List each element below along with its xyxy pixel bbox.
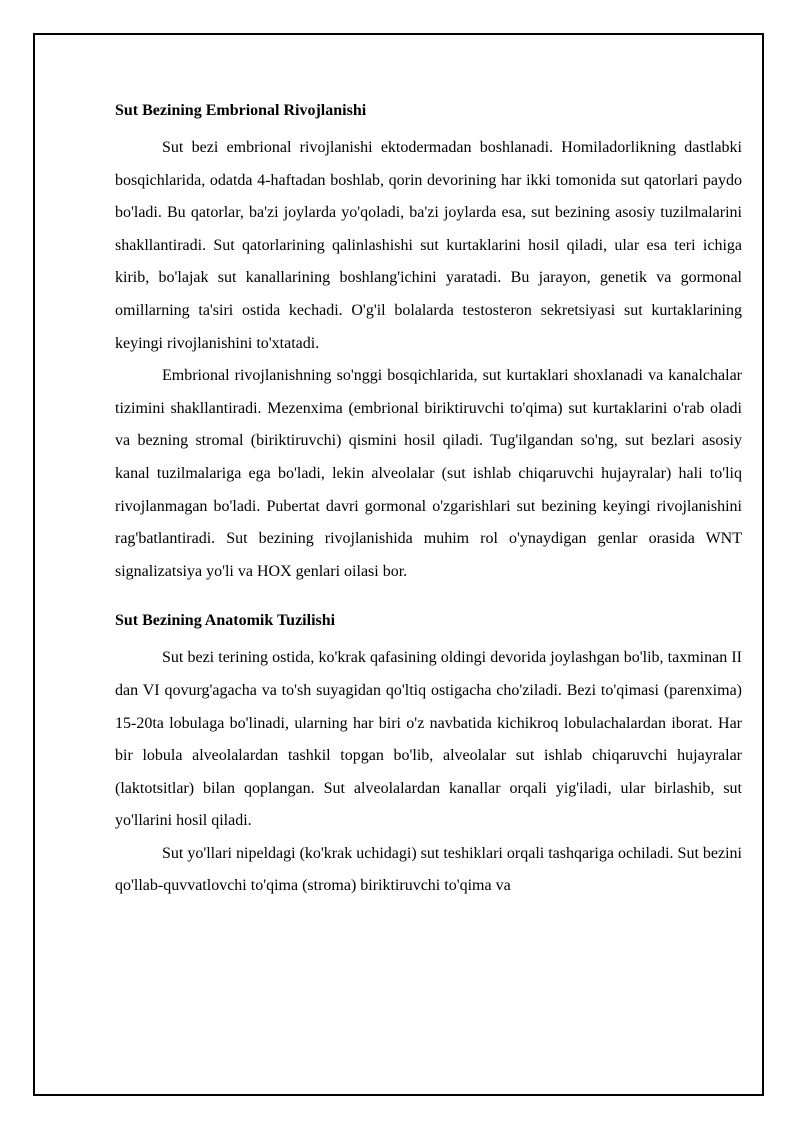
paragraph: Embrional rivojlanishning so'nggi bosqichlarida, sut kurtaklari shoxlanadi va kanalchalar tizimini shakllantiradi. Mezenxima (embrional biriktiruvchi to'qima) sut kurtaklarini o'rab oladi va bezning stromal (biriktiruvchi) qismini hosil qiladi. Tug'ilgandan so'ng, sut bezlari asosiy kanal tuzilmalariga ega bo'ladi, lekin alveolalar (sut ishlab chiqaruvchi hujayralar) hali to'liq rivojlanmagan bo'ladi. Pubertat davri gormonal o'zgarishlari sut bezining keyingi rivojlanishini rag'batlantiradi. Sut bezining rivojlanishida muhim rol o'ynaydigan genlar orasida WNT signalizatsiya yo'li va HOX genlari oilasi bor.	[115, 367, 742, 580]
section-heading-anatomy: Sut Bezining Anatomik Tuzilishi	[115, 612, 336, 630]
paragraph: Sut yo'llari nipeldagi (ko'krak uchidagi) sut teshiklari orqali tashqariga ochiladi. Sut bezini qo'llab-quvvatlovchi to'qima (stroma) biriktiruvchi to'qima va	[115, 844, 742, 895]
paragraph: Sut bezi embrional rivojlanishi ektodermadan boshlanadi. Homiladorlikning dastlabki bosqichlarida, odatda 4-haftadan boshlab, qorin devorining har ikki tomonida sut qatorlari paydo bo'ladi. Bu qatorlar, ba'zi joylarda yo'qoladi, ba'zi joylarda esa, sut bezining asosiy tuzilmalarini shakllantiradi. Sut qatorlarining qalinlashishi sut kurtaklarini hosil qiladi, ular esa teri ichiga kirib, bo'lajak sut kanallarining boshlang'ichini yaratadi. Bu jarayon, genetik va gormonal omillarning ta'siri ostida kechadi. O'g'il bolalarda testosteron sekretsiyasi sut kurtaklarining keyingi rivojlanishini to'xtatadi.	[115, 139, 742, 352]
section-heading-embryonic: Sut Bezining Embrional Rivojlanishi	[115, 102, 367, 119]
paragraph: Sut bezi terining ostida, ko'krak qafasining oldingi devorida joylashgan bo'lib, taxminan II dan VI qovurg'agacha va to'sh suyagidan qo'ltiq ostigacha cho'ziladi. Bezi to'qimasi (parenxima) 15-20ta lobulaga bo'linadi, ularning har biri o'z navbatida kichikroq lobulachalardan iborat. Har bir lobula alveolalardan tashkil topgan bo'lib, alveolalar sut ishlab chiqaruvchi hujayralar (laktotsitlar) bilan qoplangan. Sut alveolalardan kanallar orqali yig'iladi, ular birlashib, sut yo'llarini hosil qiladi.	[115, 649, 742, 830]
document-body	[115, 98, 742, 903]
